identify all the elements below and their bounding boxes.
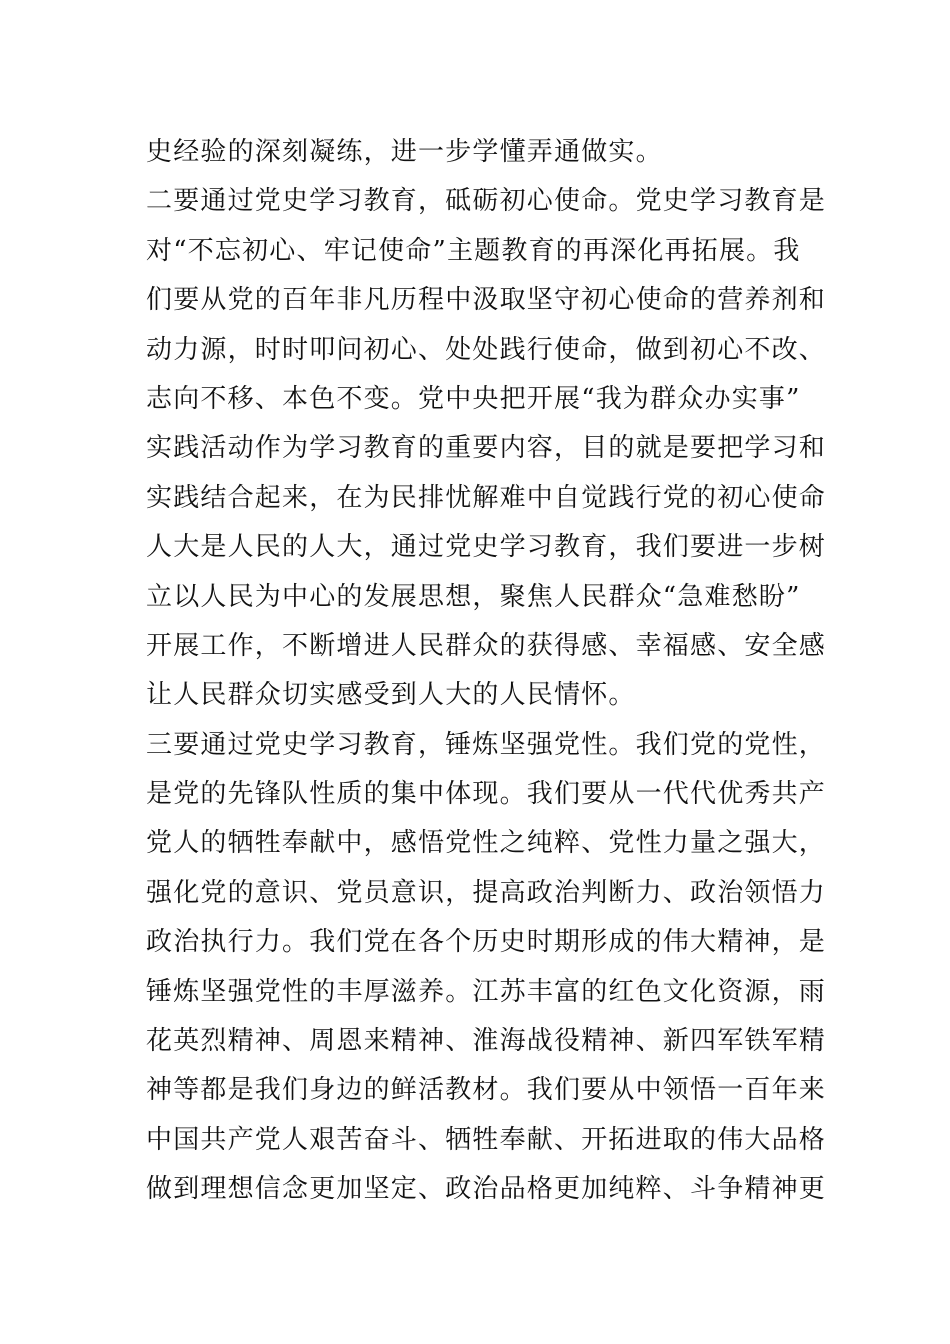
text-line: 立以人民为中心的发展思想，聚焦人民群众“急难愁盼” <box>146 581 801 612</box>
text-line: 史经验的深刻凝练，进一步学懂弄通做实。 <box>146 137 663 167</box>
text-line: 们要从党的百年非凡历程中汲取坚守初心使命的营养剂和 <box>146 285 826 316</box>
body-text <box>146 128 826 1215</box>
text-line: 政治执行力。我们党在各个历史时期形成的伟大精神，是 <box>146 927 826 958</box>
text-line: 强化党的意识、党员意识，提高政治判断力、政治领悟力 <box>146 877 826 908</box>
text-line: 实践活动作为学习教育的重要内容，目的就是要把学习和 <box>146 433 826 464</box>
text-line: 志向不移、本色不变。党中央把开展“我为群众办实事” <box>146 383 801 414</box>
text-line: 实践结合起来，在为民排忧解难中自觉践行党的初心使命 <box>146 482 826 513</box>
text-line: 二要通过党史学习教育，砥砺初心使命。党史学习教育是 <box>146 186 826 217</box>
text-line: 花英烈精神、周恩来精神、淮海战役精神、新四军铁军精 <box>146 1026 826 1057</box>
text-line: 让人民群众切实感受到人大的人民情怀。 <box>146 680 636 711</box>
text-line: 人大是人民的人大，通过党史学习教育，我们要进一步树 <box>146 532 826 563</box>
text-line: 开展工作，不断增进人民群众的获得感、幸福感、安全感 <box>146 630 826 661</box>
text-line: 锤炼坚强党性的丰厚滋养。江苏丰富的红色文化资源，雨 <box>146 976 826 1007</box>
text-line: 党人的牺牲奉献中，感悟党性之纯粹、党性力量之强大， <box>146 828 826 859</box>
text-line: 动力源，时时叩问初心、处处践行使命，做到初心不改、 <box>146 334 826 365</box>
text-line: 对“不忘初心、牢记使命”主题教育的再深化再拓展。我 <box>146 235 801 266</box>
text-line: 三要通过党史学习教育，锤炼坚强党性。我们党的党性， <box>146 729 826 760</box>
text-line: 是党的先锋队性质的集中体现。我们要从一代代优秀共产 <box>146 779 826 810</box>
text-line: 做到理想信念更加坚定、政治品格更加纯粹、斗争精神更 <box>146 1174 826 1205</box>
text-line: 中国共产党人艰苦奋斗、牺牲奉献、开拓进取的伟大品格 <box>146 1124 826 1155</box>
text-line: 神等都是我们身边的鲜活教材。我们要从中领悟一百年来 <box>146 1075 826 1106</box>
